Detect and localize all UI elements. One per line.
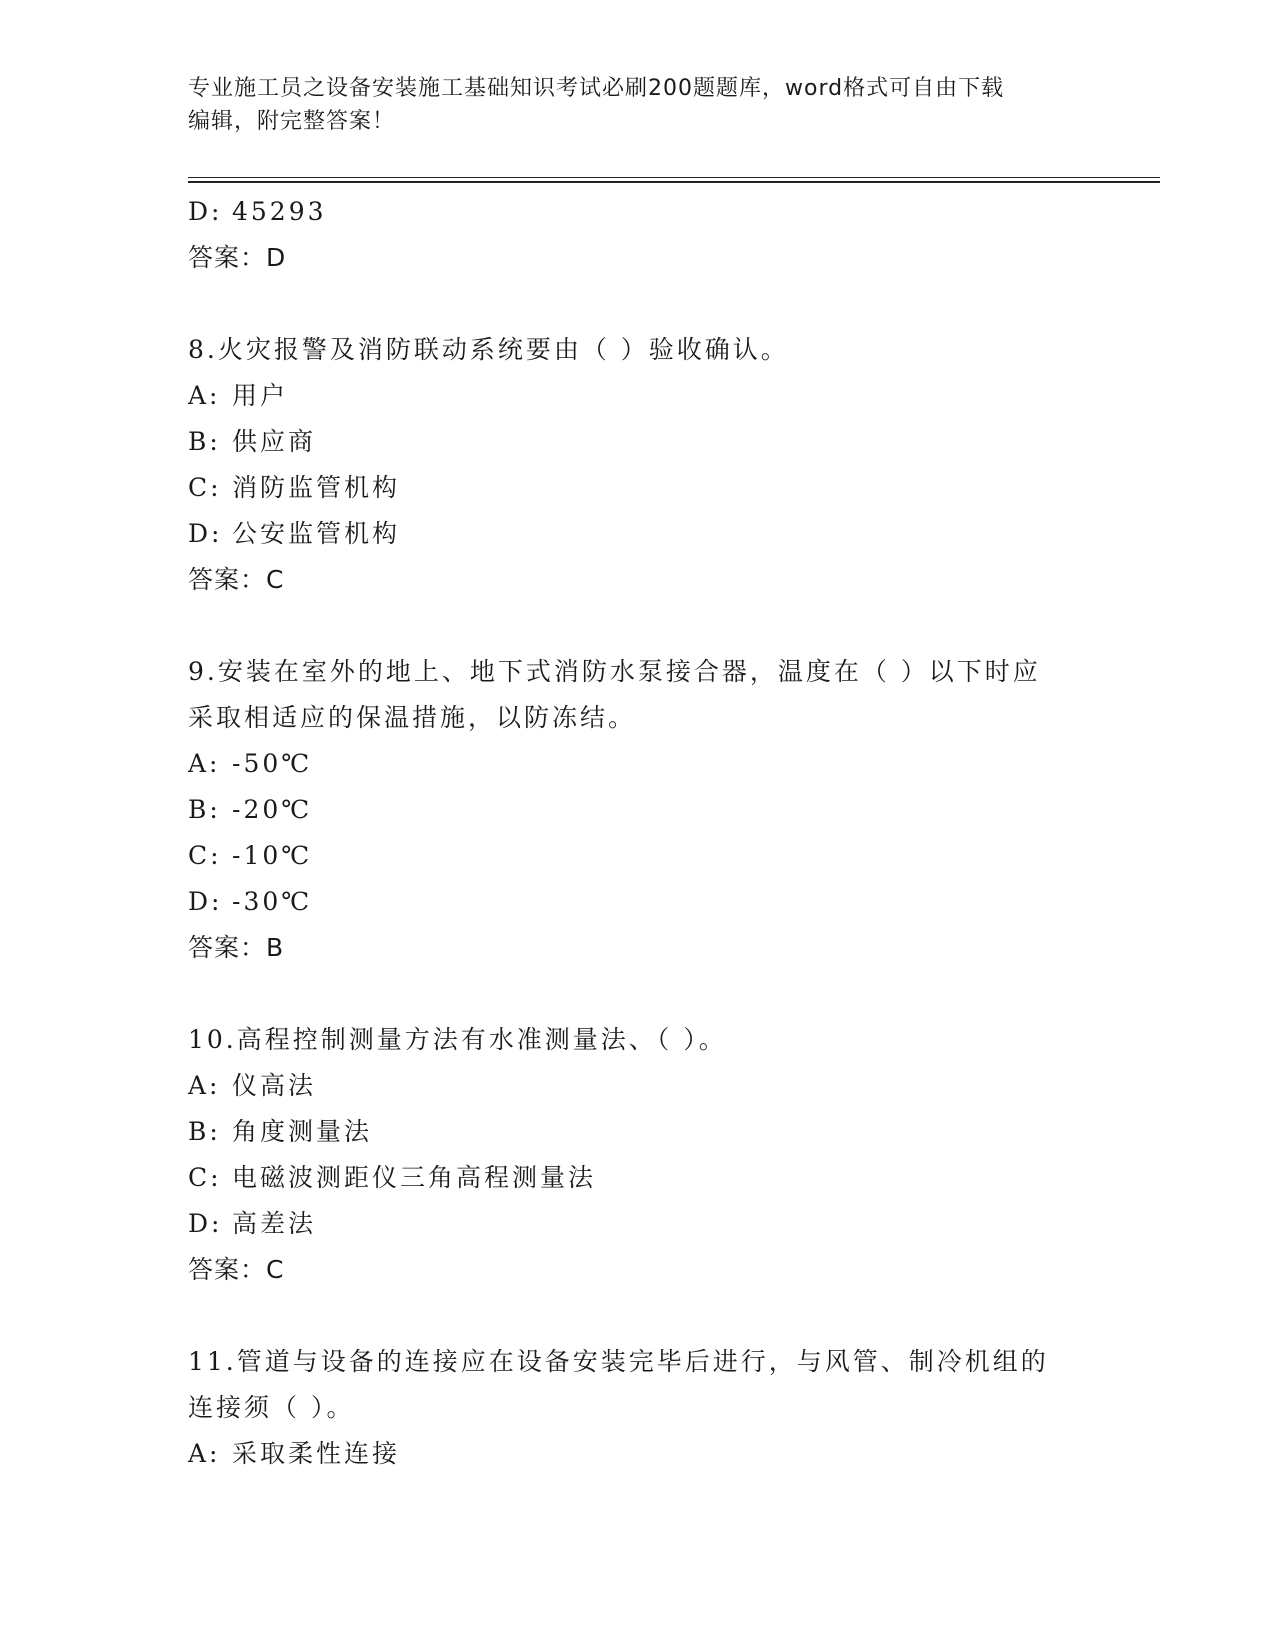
- option-text: 供应商: [232, 427, 317, 456]
- option-text: -50℃: [232, 749, 313, 778]
- question-block-7: [188, 189, 1088, 281]
- option-c: [188, 833, 1088, 879]
- option-a: [188, 1063, 1088, 1109]
- option-b: [188, 1109, 1088, 1155]
- option-d: [188, 879, 1088, 925]
- option-letter: D:: [188, 197, 223, 226]
- option-letter: C:: [188, 1163, 222, 1192]
- question-stem-continued: 采取相适应的保温措施，以防冻结。: [188, 703, 637, 732]
- option-c: [188, 465, 1088, 511]
- option-a: [188, 741, 1088, 787]
- option-d: [188, 511, 1088, 557]
- option-b: [188, 787, 1088, 833]
- option-d: [188, 189, 1088, 235]
- option-letter: D:: [188, 1209, 223, 1238]
- option-a: [188, 373, 1088, 419]
- header-title-line-1: 专业施工员之设备安装施工基础知识考试必刷200题题库，word格式可自由下载: [188, 76, 1005, 101]
- option-letter: B:: [188, 427, 221, 456]
- option-text: 公安监管机构: [232, 519, 401, 548]
- question-block-11: [188, 1339, 1088, 1477]
- option-c: [188, 1155, 1088, 1201]
- option-letter: D:: [188, 887, 223, 916]
- question-stem: 10.高程控制测量方法有水准测量法、（ ）。: [188, 1025, 727, 1054]
- answer-line: 答案：D: [188, 243, 287, 272]
- option-text: 消防监管机构: [232, 473, 401, 502]
- option-letter: A:: [188, 1439, 221, 1468]
- question-stem: 8.火灾报警及消防联动系统要由（ ）验收确认。: [188, 335, 789, 364]
- option-text: 电磁波测距仪三角高程测量法: [232, 1163, 597, 1192]
- option-letter: A:: [188, 1071, 221, 1100]
- option-letter: A:: [188, 749, 221, 778]
- option-text: 角度测量法: [232, 1117, 373, 1146]
- header-divider-thick: [188, 181, 1160, 183]
- option-text: 高差法: [232, 1209, 317, 1238]
- option-a: [188, 1431, 1088, 1477]
- option-letter: B:: [188, 1117, 221, 1146]
- option-d: [188, 1201, 1088, 1247]
- option-letter: C:: [188, 841, 222, 870]
- document-header: [188, 72, 1078, 138]
- header-title-line-2: 编辑，附完整答案！: [188, 109, 396, 134]
- option-b: [188, 419, 1088, 465]
- question-block-9: [188, 649, 1088, 971]
- question-block-10: [188, 1017, 1088, 1293]
- option-text: 用户: [232, 381, 289, 410]
- option-text: 仪高法: [232, 1071, 317, 1100]
- answer-line: 答案：B: [188, 933, 285, 962]
- option-text: -10℃: [232, 841, 313, 870]
- header-divider-thin: [188, 177, 1160, 178]
- question-stem: 9.安装在室外的地上、地下式消防水泵接合器，温度在（ ）以下时应: [188, 657, 1041, 686]
- option-letter: A:: [188, 381, 221, 410]
- answer-line: 答案：C: [188, 565, 285, 594]
- option-letter: D:: [188, 519, 223, 548]
- question-list: [188, 189, 1088, 1477]
- question-block-8: [188, 327, 1088, 603]
- question-stem-continued: 连接须（ ）。: [188, 1393, 355, 1422]
- option-text: 45293: [232, 197, 327, 226]
- option-text: 采取柔性连接: [232, 1439, 401, 1468]
- question-stem: 11.管道与设备的连接应在设备安装完毕后进行，与风管、制冷机组的: [188, 1347, 1049, 1376]
- option-text: -20℃: [232, 795, 313, 824]
- option-letter: C:: [188, 473, 222, 502]
- answer-line: 答案：C: [188, 1255, 285, 1284]
- option-text: -30℃: [232, 887, 313, 916]
- option-letter: B:: [188, 795, 221, 824]
